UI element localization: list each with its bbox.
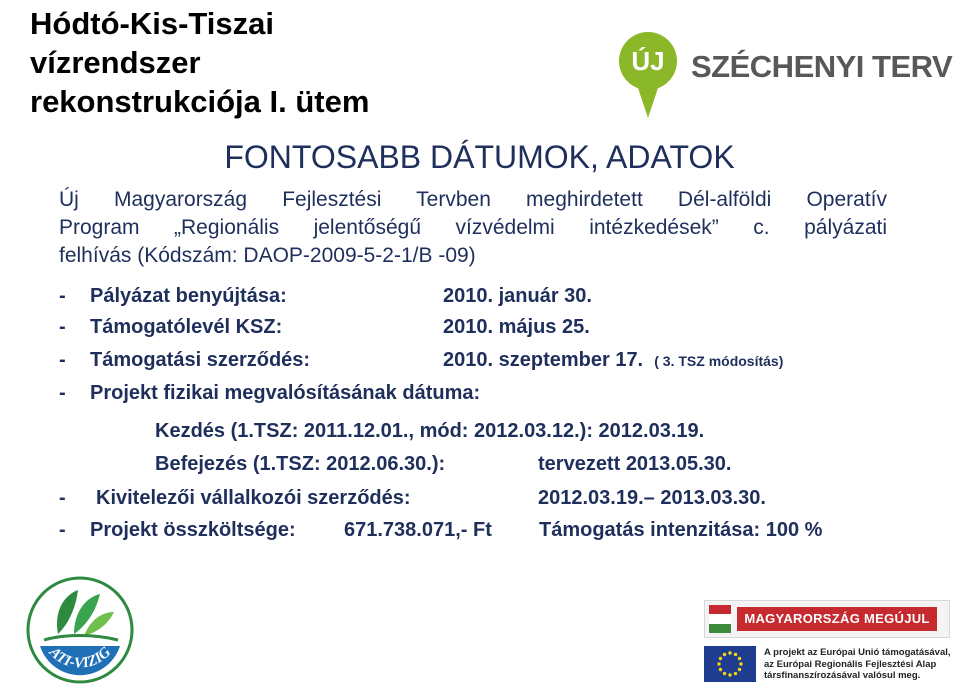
contract-line [59,485,879,511]
ativizig-emblem-icon [24,574,136,686]
contract-dash: - [59,487,66,509]
item-value [443,347,783,374]
eu-star-icon [734,653,737,656]
list-item [59,347,879,373]
item-dash: - [59,316,66,338]
item-note: ( 3. TSZ módosítás) [654,353,784,369]
item-dash: - [59,382,66,404]
list-item [59,314,879,340]
title-line-1: Hódtó-Kis-Tiszai [30,6,274,41]
item-label: Támogatási szerződés: [90,349,311,371]
eu-star-icon [719,657,722,660]
cost-value: 671.738.071,- Ft [344,519,492,541]
item-label: Támogatólevél KSZ: [90,316,283,338]
hungarian-flag-icon [709,605,731,633]
eu-star-icon [723,672,726,675]
item-dash: - [59,349,66,371]
eu-text-line-3: társfinanszírozásával valósul meg. [764,670,921,681]
item-value-date: 2010. szeptember 17. [443,349,644,371]
cost-dash: - [59,519,66,541]
ativizig-text: ATI-VIZIG [45,644,115,672]
eu-star-icon [738,657,741,660]
szechenyi-pin-icon [617,30,691,120]
item-label: Projekt fizikai megvalósításának dátuma: [90,382,481,404]
section-heading: FONTOSABB DÁTUMOK, ADATOK [224,139,735,175]
title-line-2: vízrendszer [30,45,201,80]
item-value: 2010. január 30. [443,285,592,307]
eu-star-icon [728,673,731,676]
szechenyi-terv-logo [617,30,953,120]
intro-line-2: Program „Regionális jelentőségű vízvédelmi intézkedések” c. pályázati [59,216,887,239]
eu-star-icon [717,662,720,665]
eu-flag-icon [704,646,756,682]
eu-star-icon [719,668,722,671]
eu-star-icon [738,668,741,671]
page-title [30,4,369,121]
end-value: tervezett 2013.05.30. [538,453,732,475]
end-line [155,451,855,477]
intro-paragraph [59,186,887,270]
intro-line-3: felhívás (Kódszám: DAOP-2009-5-2-1/B -09) [59,244,476,267]
eu-star-icon [739,662,742,665]
title-line-3: rekonstrukciója I. ütem [30,84,370,119]
eu-star-icon [723,653,726,656]
support-intensity: Támogatás intenzitása: 100 % [539,519,823,541]
eu-text-line-2: az Európai Regionális Fejlesztési Alap [764,658,937,670]
eu-star-icon [734,672,737,675]
end-label: Befejezés (1.TSZ: 2012.06.30.): [155,453,446,475]
contract-label: Kivitelezői vállalkozói szerződés: [96,487,411,509]
item-label: Pályázat benyújtása: [90,285,287,307]
intro-line-1: Új Magyarország Fejlesztési Tervben meghirdetett Dél-alföldi Operatív [59,188,887,211]
mm-logo-text: MAGYARORSZÁG MEGÚJUL [737,607,937,631]
magyarorszag-megujul-logo [704,600,950,638]
start-line: Kezdés (1.TSZ: 2011.12.01., mód: 2012.03.12.): 2012.03.19. [155,420,705,442]
list-item [59,283,879,309]
list-item [59,380,879,406]
ativizig-logo [24,574,136,686]
eu-star-icon [728,651,731,654]
cost-label: Projekt összköltsége: [90,519,296,541]
eu-funding-text [764,647,954,682]
eu-text-line-1: A projekt az Európai Unió támogatásával, [764,647,951,658]
szechenyi-wordmark: SZÉCHENYI TERV [691,49,953,84]
szechenyi-badge-text: ÚJ [631,46,665,76]
contract-value: 2012.03.19.– 2013.03.30. [538,487,766,509]
item-value: 2010. május 25. [443,316,590,338]
cost-line [59,517,889,543]
item-dash: - [59,285,66,307]
